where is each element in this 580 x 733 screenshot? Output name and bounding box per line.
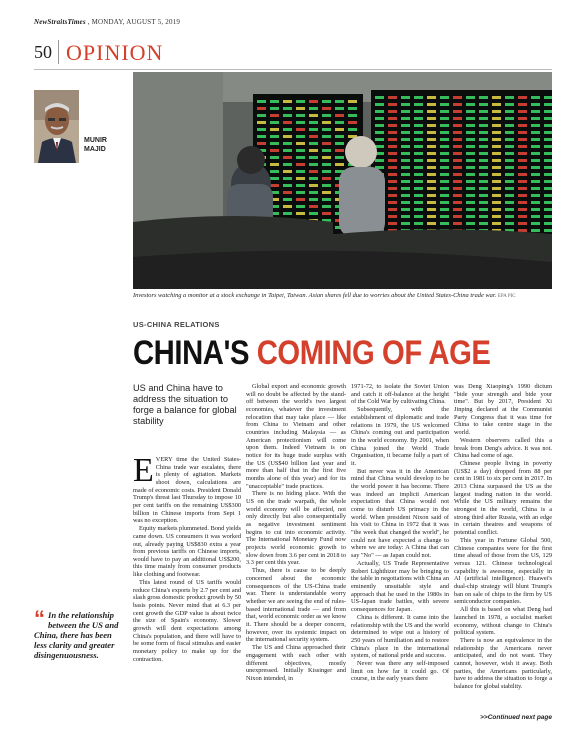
masthead-brand: NewStraitsTimes	[34, 18, 86, 26]
paragraph: Equity markets plummeted. Bond yields came down. US consumers it was worked out, already paying US$830 extra a year from previous tariffs on Chinese imports, would have to pay an additional US$200, this time mainly from consumer products like clothing and footwear.	[133, 525, 241, 579]
paragraph: But never was it in the American mind that China would develop to be the world power it has become. There was indeed an implicit American expectation that China would not come to disturb US primacy in the world. When president Nixon said of his visit to China in 1972 that it was "the week that changed the world", he could not have expected a change to where we are today: A China that can say "No" — as Japan could not.	[351, 467, 449, 560]
section-rule	[34, 69, 552, 70]
paragraph: Western observers called this a break from Deng's advice. It was not. China had come of age.	[454, 436, 552, 460]
article-photo	[133, 72, 552, 289]
article-column-2	[246, 383, 346, 683]
author-name: MUNIR MAJID	[84, 137, 107, 153]
paragraph: There is no hiding place. With the US on the trade warpath, the whole world economy will be affected, not only directly but also consequentially as negative investment sentiment begins to cut into economic activity. The International Monetary Fund now projects world economic growth to slow down from 3.6 per cent in 2018 to 3.3 per cent this year.	[246, 490, 346, 567]
paragraph: This year in Fortune Global 500, Chinese companies were for the first time ahead of those from the US, 129 versus 121. Chinese technological capability is awesome, especially in AI (artificial intelligence). Huawei's dual-chip strategy will blunt Trump's ban on sale of chips to the firm by US semiconductor companies.	[454, 537, 552, 606]
article-column-1	[133, 452, 241, 664]
quote-mark-icon: “	[34, 606, 45, 631]
paragraph: Chinese people living in poverty (US$2 a day) dropped from 88 per cent in 1981 to six per cent in 2017. In 2013 China surpassed the US as the largest trading nation in the world. While the US military remains the strongest in the world, China is a strong third after Russia, with an edge in certain theatres and weapons of potential conflict.	[454, 460, 552, 537]
drop-cap: E	[133, 452, 154, 489]
article-kicker: US-CHINA RELATIONS	[133, 320, 220, 329]
paragraph: There is now an equivalence in the relationship the Americans never anticipated, and do not want. They cannot, however, wish it away. Both parties, the Americans particularly, have to address the situation to forge a balance for global stability.	[454, 637, 552, 691]
paragraph: Actually, US Trade Representative Robert Lighthizer may be bringing to the table in negotiations with China an eminently unsuitable style and approach that he used in the 1980s in US-Japan trade battles, with severe consequences for Japan.	[351, 559, 449, 613]
photo-credit: EPA PIC	[497, 294, 516, 299]
paragraph: Global export and economic growth will no doubt be affected by the stand-off between the world's two largest economies, whatever the investment relocation that may take place — like from China to Vietnam and other countries including Malaysia — as American protectionism will come upon them. Indeed Vietnam is on notice for its huge trade surplus with the US (US$40 billion last year and more than half that in the first five months alone of this year) and for its "unacceptable" trade practices.	[246, 383, 346, 490]
article-column-4	[454, 383, 552, 691]
headline-part-1: CHINA'S	[133, 334, 257, 372]
paragraph: The US and China approached their engagement with each other with different objectives, mostly unexpressed. Initially Kissinger and Nixon intended, in	[246, 644, 346, 682]
section-title: OPINION	[66, 40, 164, 65]
page-divider	[58, 40, 59, 64]
paragraph: All this is based on what Deng had launched in 1978, a socialist market economy, without change to China's political system.	[454, 606, 552, 637]
pull-quote: “ In the relationship between the US and China, there has been less clarity and greater disingenuousness.	[34, 606, 119, 660]
photo-caption: Investors watching a monitor at a stock exchange in Taipei, Taiwan. Asian shares fell due to worries about the United States-China trade war. EPA PIC	[133, 292, 516, 299]
paragraph: was Deng Xiaoping's 1990 dictum "bide your strength and bide your time". But by 2017, President Xi Jinping declared at the Communist Party Congress that it was time for China to take centre stage in the world.	[454, 383, 552, 436]
continued-next-page: >>Continued next page	[480, 714, 552, 721]
paragraph: VERY time the United States-China trade war escalates, there is plenty of agitation. Markets shoot down, calculations are made of economic costs. President Donald Trump's threat last Thursday to impose 10 per cent tariffs on the remaining US$300 billion in Chinese imports from Sept 1 was no exception.	[133, 456, 241, 525]
paragraph: This latest round of US tariffs would reduce China's exports by 2.7 per cent and slash gross domestic product growth by 50 basis points. Never mind that at 6.3 per cent growth the GDP value is about twice the size of Spain's economy. Slower growth will dent expectations among China's population, and there will have to be some form of fiscal stimulus and easier monetary policy to make up for the contraction.	[133, 579, 241, 663]
masthead-date: , MONDAY, AUGUST 5, 2019	[87, 18, 181, 26]
paragraph: Never was there any self-imposed limit on how far it could go. Of course, in the early years there	[351, 660, 449, 683]
paragraph: 1971-72, to isolate the Soviet Union and catch it off-balance at the height of the Cold War by cultivating China.	[351, 383, 449, 406]
paragraph: China is different. It came into the relationship with the US and the world determined to wipe out a history of 250 years of humiliation and to restore China's place in the international system, of national pride and success.	[351, 613, 449, 660]
article-column-3	[351, 383, 449, 683]
page-number: 50	[34, 42, 52, 62]
article-deck: US and China have to address the situation to forge a balance for global stability	[133, 383, 237, 426]
paragraph: Thus, there is cause to be deeply concerned about the economic consequences of the US-China trade war. There is understandable worry whether we are seeing the end of rules-based international trade — and from that, world economic order as we know it. There should be a deeper concern, however, over its systemic impact on the international security system.	[246, 567, 346, 644]
paragraph: Subsequently, with the establishment of diplomatic and trade relations in 1979, the US welcomed China's coming out and participation in the world economy. By 2001, when China joined the World Trade Organisation, it became fully a part of it.	[351, 406, 449, 467]
article-headline	[133, 331, 493, 375]
headline-part-2: COMING OF AGE	[256, 334, 491, 372]
author-photo	[34, 90, 79, 163]
masthead	[34, 18, 180, 26]
